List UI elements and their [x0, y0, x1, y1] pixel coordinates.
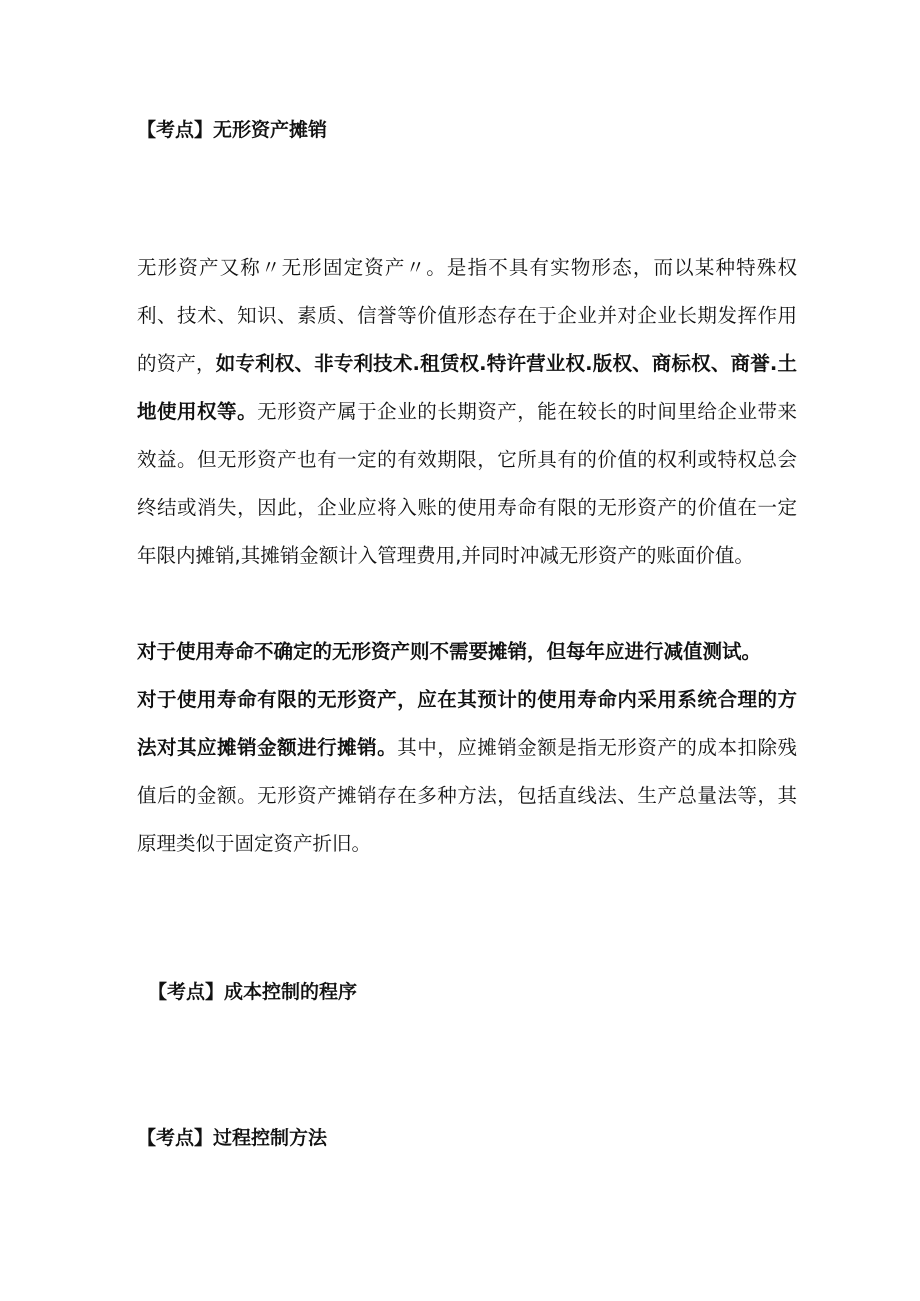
paragraph-text: 其中，应摊销金额是指无形资产的成本扣除残值后的金额。无形资产摊销存在多种方法，包括直线法、生产总量法等，其原理类似于固定资产折旧。 [137, 736, 797, 855]
paragraph-text: 无形资产又称〃无形固定资产〃。是指不具有实物形态，而以某种特殊权利、技术、知识、素质、信誉等价值形态存在于企业并对企业长期发挥作用的资产， [137, 256, 797, 375]
section-heading-process-control-method: 【考点】过程控制方法 [137, 1127, 328, 1149]
paragraph-bold-examples: 如专利权、非专利技术.租赁权.特许营业权.版权、商标权、商誉.土地使用权等。 [137, 352, 797, 423]
paragraph-intangible-definition [137, 244, 797, 580]
paragraph-indefinite-life [137, 628, 797, 676]
paragraph-text: 无形资产属于企业的长期资产，能在较长的时间里给企业带来效益。但无形资产也有一定的有效期限，它所具有的价值的权利或特权总会终结或消失，因此，企业应将入账的使用寿命有限的无形资产的价值在一定年限内摊销,其摊销金额计入管理费用,并同时冲减无形资产的账面价值。 [137, 400, 797, 567]
section-heading-cost-control-procedure: 【考点】成本控制的程序 [148, 981, 358, 1003]
paragraph-finite-life [137, 676, 797, 868]
paragraph-bold-text: 对于使用寿命有限的无形资产，应在其预计的使用寿命内采用系统合理的方法对其应摊销金额进行摊销。 [137, 688, 797, 759]
section-heading-intangible-amortization: 【考点】无形资产摊销 [137, 119, 328, 141]
paragraph-bold-text: 对于使用寿命不确定的无形资产则不需要摊销，但每年应进行减值测试。 [137, 640, 762, 663]
